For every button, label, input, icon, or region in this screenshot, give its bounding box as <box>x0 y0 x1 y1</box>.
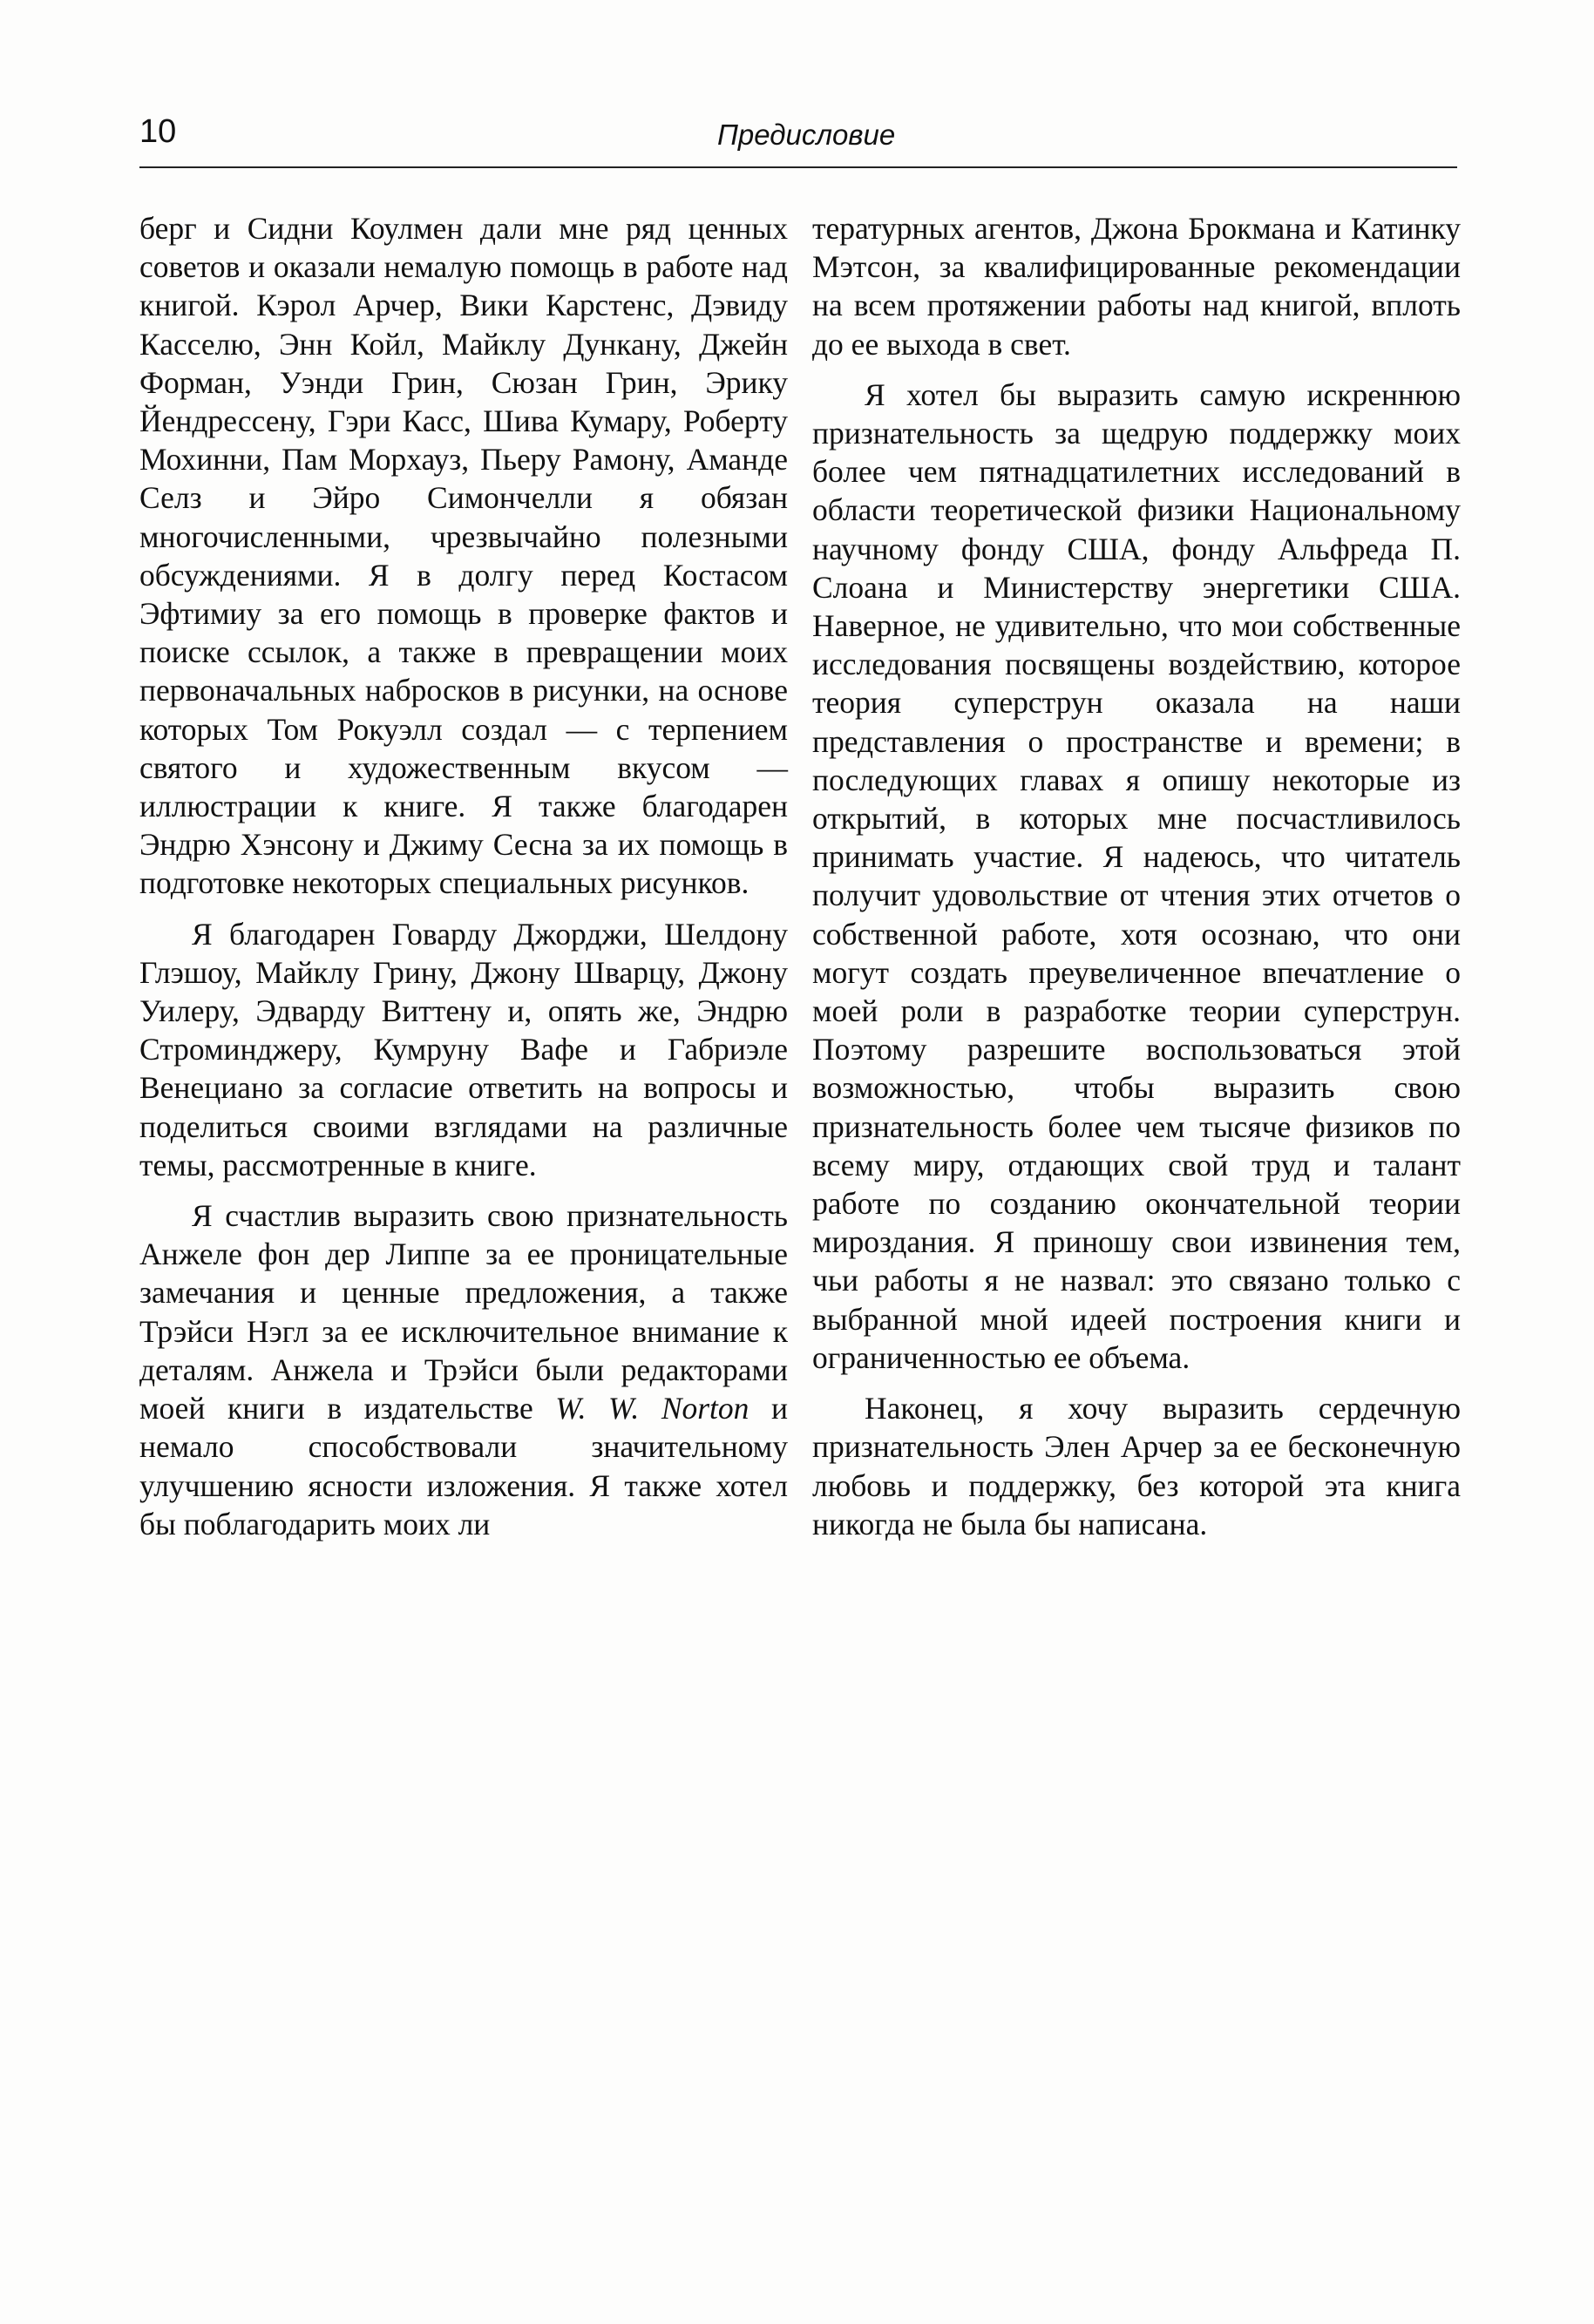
paragraph: Я хотел бы выразить самую искреннюю признательность за щедрую поддержку моих более чем пятнадцатилетних исследований в области теоретической физики Национальному научному фонду США, фонду Альфреда П. Слоана и Министерству энергетики США. Наверное, не удивительно, что мои собственные исследования посвящены воздействию, которое теория суперструн оказала на наши представления о пространстве и времени; в последующих главах я опишу некоторые из открытий, в которых мне посчастливилось принимать участие. Я надеюсь, что читатель получит удовольствие от чтения этих отчетов о собственной работе, хотя осознаю, что они могут создать преувеличенное впечатление о моей роли в разработке теории суперструн. Поэтому разрешите воспользоваться этой возможностью, чтобы выразить свою признательность более чем тысяче физиков по всему миру, отдающих свой труд и талант работе по созданию окончательной теории мироздания. Я приношу свои извинения тем, чьи работы я не назвал: это связано только с выбранной мной идеей построения книги и ограниченностью ее объема. <box>812 376 1461 1375</box>
paragraph: берг и Сидни Коулмен дали мне ряд ценных советов и оказали немалую помощь в работе над книгой. Кэрол Арчер, Вики Карстенс, Дэвиду Касселю, Энн Койл, Майклу Дункану, Джейн Форман, Уэнди Грин, Сюзан Грин, Эрику Йендрессену, Гэри Касс, Шива Кумару, Роберту Мохинни, Пам Морхауз, Пьеру Рамону, Аманде Селз и Эйро Симончелли я обязан многочисленными, чрезвычайно полезными обсуждениями. Я в долгу перед Костасом Эфтимиу за его помощь в проверке фактов и поиске ссылок, а также в превращении моих первоначальных набросков в рисунки, на основе которых Том Рокуэлл создал — с терпением святого и художественным вкусом — иллюстрации к книге. Я также благодарен Эндрю Хэнсону и Джиму Сесна за их помощь в подготовке некоторых специальных рисунков. <box>139 211 788 901</box>
paragraph <box>139 1196 788 1543</box>
running-head: Предисловие <box>717 119 896 151</box>
page-number: 10 <box>139 113 177 150</box>
paragraph: Я благодарен Говарду Джорджи, Шелдону Глэшоу, Майклу Грину, Джону Шварцу, Джону Уилеру, Эдварду Виттену и, опять же, Эндрю Строминджеру, Кумруну Вафе и Габриэле Венециано за согласие ответить на вопросы и поделиться своими взглядами на различные темы, рассмотренные в книге. <box>139 916 788 1182</box>
paragraph-text: Я счастлив выразить свою признательность Анжеле фон дер Липпе за ее проницательные замечания и ценные предложения, а также Трэйси Нэгл за ее исключительное внимание к деталям. Анжела и Трэйси были редакторами моей книги в издательстве <box>139 1198 788 1426</box>
publisher-name: W. W. Norton <box>555 1391 750 1426</box>
right-column <box>812 209 1461 1555</box>
paragraph-text: и немало способствовали значительному улучшению ясности изложения. Я также хотел бы поблагодарить моих ли <box>139 1391 789 1541</box>
paragraph: тературных агентов, Джона Брокмана и Катинку Мэтсон, за квалифицированные рекомендации на всем протяжении работы над книгой, вплоть до ее выхода в свет. <box>812 211 1461 362</box>
left-column <box>139 209 788 1555</box>
paragraph: Наконец, я хочу выразить сердечную признательность Элен Арчер за ее бесконечную любовь и поддержку, без которой эта книга никогда не была бы написана. <box>812 1391 1461 1541</box>
header-rule <box>139 166 1457 168</box>
